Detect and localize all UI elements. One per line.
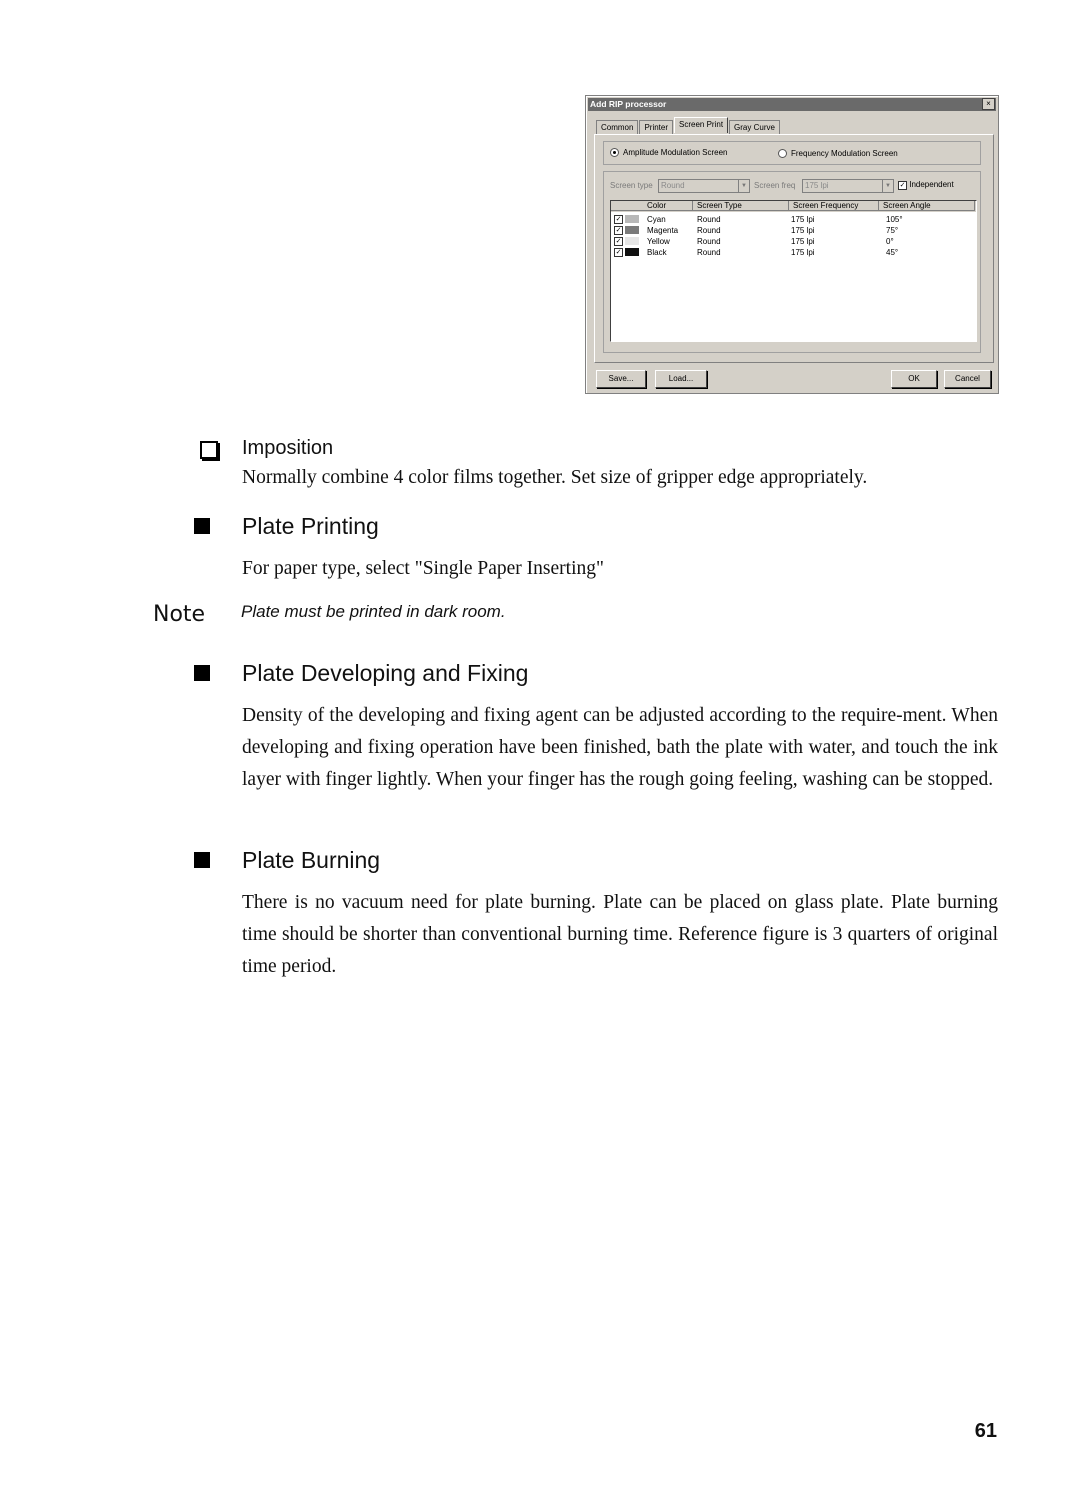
screen-type-select[interactable]: Round ▼ bbox=[658, 179, 750, 193]
tab-screen-print[interactable]: Screen Print bbox=[674, 117, 728, 133]
checkmark-icon: ✓ bbox=[899, 182, 906, 189]
plate-burning-heading: Plate Burning bbox=[242, 847, 381, 873]
tab-printer[interactable]: Printer bbox=[639, 120, 673, 134]
color-swatch bbox=[625, 226, 639, 234]
color-swatch bbox=[625, 237, 639, 245]
checkmark-icon[interactable]: ✓ bbox=[615, 238, 622, 245]
list-item[interactable]: ✓ Yellow Round 175 lpi 0° bbox=[615, 237, 894, 246]
cancel-button[interactable]: Cancel bbox=[944, 370, 991, 388]
imposition-text: Normally combine 4 color films together. Set size of gripper edge appropriately. bbox=[242, 467, 868, 488]
load-button[interactable]: Load... bbox=[655, 370, 707, 388]
chevron-down-icon: ▼ bbox=[738, 180, 749, 192]
close-icon[interactable]: × bbox=[982, 98, 995, 110]
note-label: Note bbox=[153, 602, 206, 627]
ok-button[interactable]: OK bbox=[891, 370, 937, 388]
page-number: 61 bbox=[974, 1420, 997, 1442]
radio-selected-icon bbox=[610, 148, 619, 157]
plate-burning-text: There is no vacuum need for plate burning. Plate can be placed on glass plate. Plate burning time should be shorter than conventional burning time. Reference figure is 3 quarters of original time period. bbox=[242, 892, 998, 977]
save-button[interactable]: Save... bbox=[596, 370, 646, 388]
column-header-color[interactable]: Color bbox=[611, 201, 693, 211]
screen-mode-group bbox=[603, 141, 981, 165]
plate-developing-heading: Plate Developing and Fixing bbox=[242, 660, 529, 686]
add-rip-processor-dialog bbox=[585, 95, 999, 394]
hollow-checkbox-bullet-icon bbox=[200, 441, 218, 459]
dialog-title: Add RIP processor bbox=[588, 98, 996, 111]
screen-freq-select[interactable]: 175 lpi ▼ bbox=[802, 179, 894, 193]
radio-frequency-modulation[interactable]: Frequency Modulation Screen bbox=[778, 149, 898, 158]
checkmark-icon[interactable]: ✓ bbox=[615, 227, 622, 234]
screen-options-row bbox=[610, 179, 974, 193]
color-swatch bbox=[625, 215, 639, 223]
chevron-down-icon: ▼ bbox=[882, 180, 893, 192]
radio-amplitude-modulation[interactable]: Amplitude Modulation Screen bbox=[610, 148, 728, 157]
color-swatch bbox=[625, 248, 639, 256]
screen-type-label: Screen type bbox=[610, 181, 653, 190]
list-item[interactable]: ✓ Magenta Round 175 lpi 75° bbox=[615, 226, 899, 235]
plate-printing-text: For paper type, select "Single Paper Inserting" bbox=[242, 558, 604, 579]
square-bullet-icon bbox=[194, 518, 210, 534]
radio-unselected-icon bbox=[778, 149, 787, 158]
list-header bbox=[611, 201, 976, 212]
tab-gray-curve[interactable]: Gray Curve bbox=[729, 120, 780, 134]
checkmark-icon[interactable]: ✓ bbox=[615, 216, 622, 223]
square-bullet-icon bbox=[194, 852, 210, 868]
column-header-screen-angle[interactable]: Screen Angle bbox=[879, 201, 975, 211]
independent-checkbox[interactable]: ✓ Independent bbox=[899, 180, 954, 189]
note-text: Plate must be printed in dark room. bbox=[241, 602, 506, 621]
square-bullet-icon bbox=[194, 665, 210, 681]
list-item[interactable]: ✓ Cyan Round 175 lpi 105° bbox=[615, 215, 903, 224]
plate-printing-heading: Plate Printing bbox=[242, 513, 379, 539]
checkmark-icon[interactable]: ✓ bbox=[615, 249, 622, 256]
screen-settings-group bbox=[603, 171, 981, 353]
imposition-heading: Imposition bbox=[242, 437, 334, 459]
plate-developing-text: Density of the developing and fixing agent can be adjusted according to the require-ment. When developing and fixing operation have been finished, bath the plate with water, and touch the ink layer with finger lightly. When your finger has the rough going feeling, washing can be stopped. bbox=[242, 705, 998, 790]
tab-bar bbox=[596, 120, 781, 134]
screen-color-list[interactable] bbox=[610, 200, 977, 342]
screen-print-panel bbox=[594, 134, 994, 363]
tab-common[interactable]: Common bbox=[596, 120, 638, 134]
column-header-screen-frequency[interactable]: Screen Frequency bbox=[789, 201, 879, 211]
list-item[interactable]: ✓ Black Round 175 lpi 45° bbox=[615, 248, 899, 257]
column-header-screen-type[interactable]: Screen Type bbox=[693, 201, 789, 211]
screen-freq-label: Screen freq bbox=[754, 181, 796, 190]
